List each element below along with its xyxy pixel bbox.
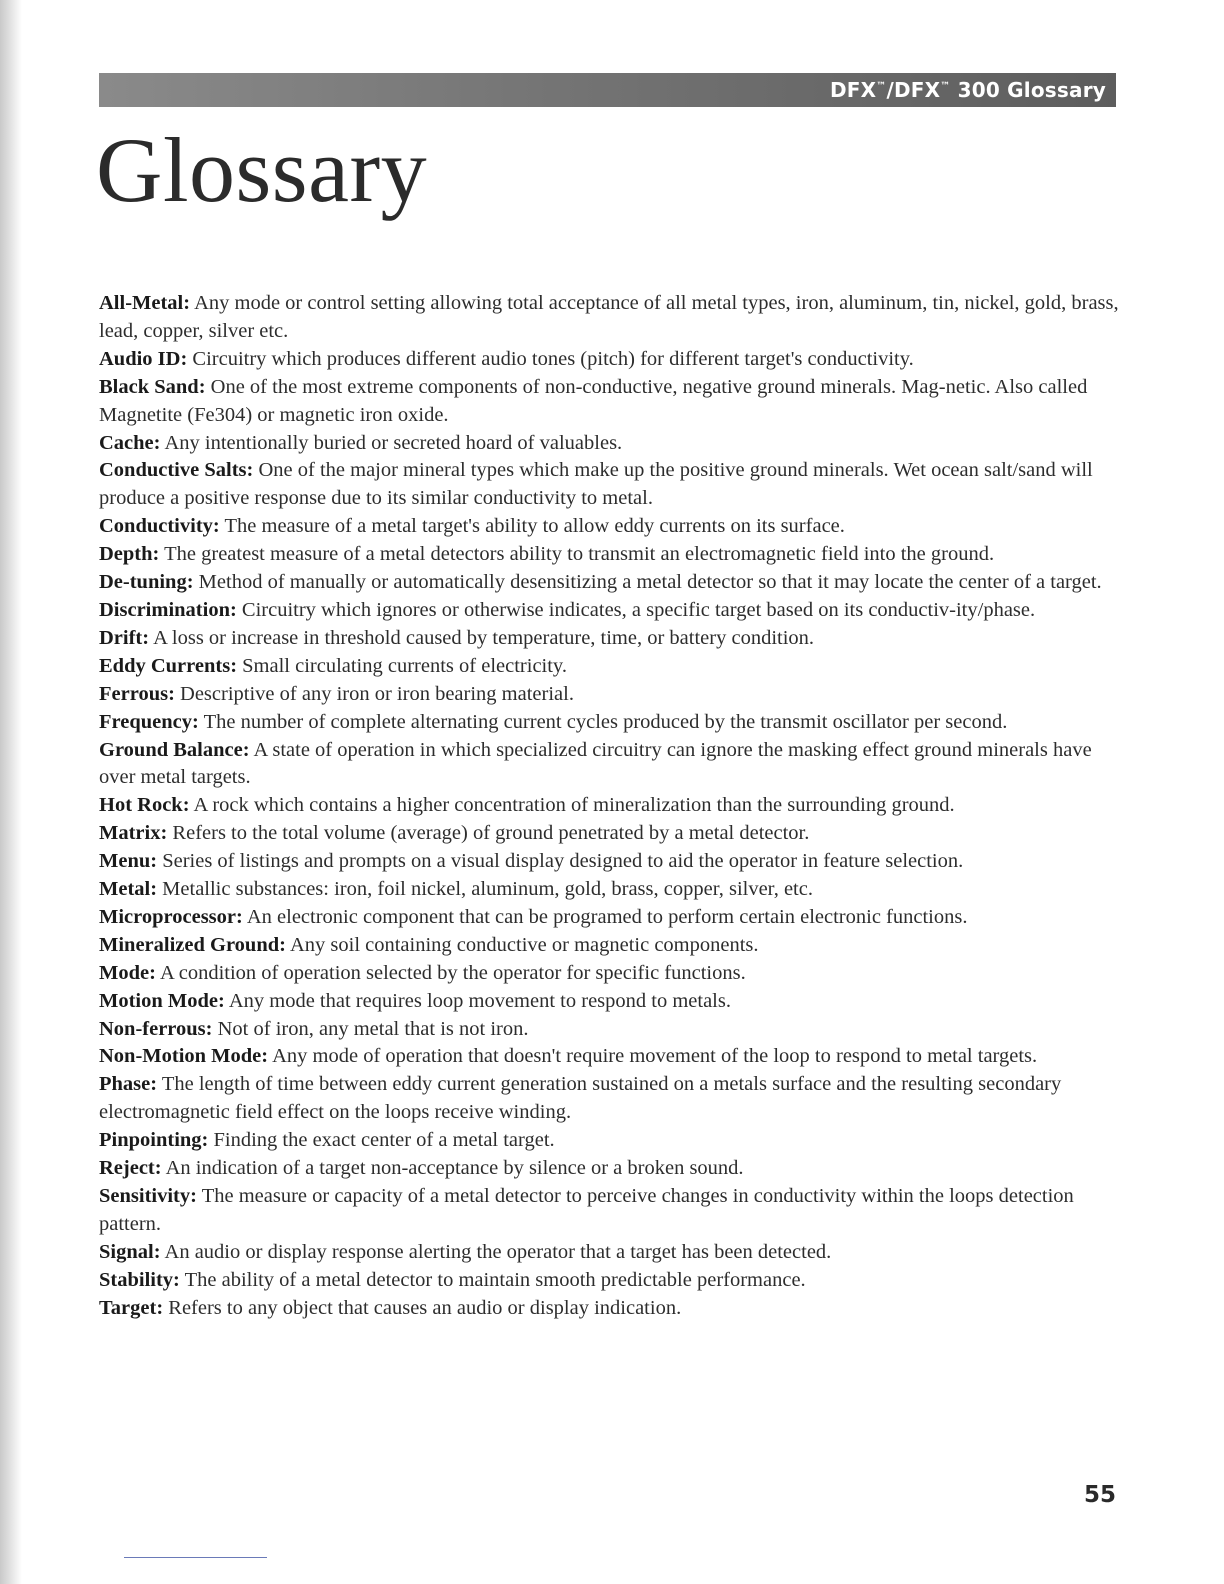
glossary-term: Hot Rock: [99,794,190,817]
glossary-term: Motion Mode: [99,989,225,1012]
glossary-entry [99,1267,1119,1295]
glossary-term: Ground Balance: [99,738,250,761]
page-spine-shadow [0,0,22,1584]
glossary-definition: An audio or display response alerting the operator that a target has been detected. [164,1240,832,1263]
glossary-term: Conductivity: [99,515,220,538]
glossary-definition: A rock which contains a higher concentration of mineralization than the surrounding ground. [193,794,955,817]
glossary-definition: Metallic substances: iron, foil nickel, aluminum, gold, brass, copper, silver, etc. [162,878,813,901]
glossary-term: Sensitivity: [99,1185,197,1207]
glossary-term: Pinpointing: [99,1129,209,1152]
header-brand-b: DFX [894,78,941,102]
glossary-entry [99,1127,1119,1155]
glossary-entry [99,625,1119,653]
trademark-mark: ™ [940,81,951,92]
glossary-entry [99,513,1119,541]
glossary-entry [99,597,1119,625]
glossary-definition: A state of operation in which specialized circuitry can ignore the masking effect ground minerals have over metal targets. [99,738,1092,789]
glossary-entry [99,1239,1119,1267]
page-title: Glossary [96,119,428,221]
glossary-definition: The number of complete alternating current cycles produced by the transmit oscillator per second. [203,710,1008,733]
glossary-definition: A loss or increase in threshold caused by temperature, time, or battery condition. [153,626,815,649]
glossary-term: Discrimination: [99,598,237,621]
glossary-definition: Any mode or control setting allowing total acceptance of all metal types, iron, aluminum, tin, nickel, gold, brass, lead, copper, silver etc. [99,292,1119,342]
glossary-term: Signal: [99,1240,161,1263]
glossary-definition: An electronic component that can be programed to perform certain electronic functions. [246,905,968,928]
glossary-entry [99,820,1119,848]
glossary-term: Stability: [99,1268,180,1291]
running-header-bar [99,73,1116,107]
glossary-term: Depth: [99,543,160,566]
glossary-definition: Small circulating currents of electricity. [242,654,567,677]
glossary-entry [99,709,1119,737]
glossary-entry [99,1295,1119,1323]
glossary-entry [99,681,1119,709]
glossary-term: De-tuning: [99,571,194,594]
glossary-term: Cache: [99,431,161,454]
glossary-definition: Series of listings and prompts on a visual display designed to aid the operator in feature selection. [162,850,964,873]
glossary-entry [99,848,1119,876]
header-separator: / [886,78,894,102]
glossary-term: Target: [99,1296,164,1319]
glossary-definition: Any soil containing conductive or magnetic components. [289,933,759,956]
glossary-term: Conductive Salts: [99,459,254,482]
glossary-definition: The measure or capacity of a metal detector to perceive changes in conductivity within the loops detection pattern. [99,1185,1074,1235]
running-header-title [830,78,1106,102]
glossary-term: Microprocessor: [99,905,243,928]
glossary-entry [99,346,1119,374]
glossary-term: Reject: [99,1157,162,1180]
glossary-entry [99,960,1119,988]
glossary-definition: The length of time between eddy current generation sustained on a metals surface and the resulting secondary electromagnetic field effect on the loops receive winding. [99,1073,1062,1124]
glossary-term: Mineralized Ground: [99,933,286,956]
glossary-entry [99,1043,1119,1071]
glossary-definition: An indication of a target non-acceptance by silence or a broken sound. [165,1157,744,1180]
glossary-definition: A condition of operation selected by the operator for specific functions. [159,961,746,984]
page-number: 55 [1083,1482,1116,1508]
glossary-entry [99,1016,1119,1044]
glossary-entry [99,737,1119,793]
glossary-entry [99,1155,1119,1183]
glossary-term: Audio ID: [99,347,188,370]
glossary-definition: One of the major mineral types which make up the positive ground minerals. Wet ocean salt/sand will produce a positive response due to its similar conductivity to metal. [99,459,1093,510]
glossary-term: All-Metal: [99,292,191,314]
glossary-definition: Descriptive of any iron or iron bearing material. [180,682,574,705]
header-brand-a: DFX [829,78,877,102]
glossary-definition: Circuitry which produces different audio tones (pitch) for different target's conductivity. [192,347,914,370]
glossary-term: Eddy Currents: [99,654,238,677]
trademark-mark: ™ [876,81,887,92]
glossary-definition: Any mode of operation that doesn't require movement of the loop to respond to metal targets. [272,1045,1038,1068]
glossary-entry [99,430,1119,458]
glossary-entry [99,374,1119,430]
glossary-entry [99,1071,1119,1127]
glossary-entry [99,932,1119,960]
header-suffix: 300 Glossary [950,78,1106,102]
glossary-definition: The greatest measure of a metal detectors ability to transmit an electromagnetic field into the ground. [164,543,995,566]
glossary-definition: The measure of a metal target's ability to allow eddy currents on its surface. [224,515,845,538]
glossary-entry [99,988,1119,1016]
glossary-term: Black Sand: [99,375,206,398]
glossary-entry [99,876,1119,904]
glossary-entry [99,904,1119,932]
glossary-entry [99,457,1119,513]
glossary-term: Matrix: [99,822,168,845]
footer-rule [124,1557,267,1558]
glossary-term: Metal: [99,878,158,901]
glossary-definition: Refers to any object that causes an audio or display indication. [168,1296,682,1319]
glossary-definition: One of the most extreme components of non-conductive, negative ground minerals. Mag-netic. Also called Magnetite (Fe304) or magnetic iron oxide. [99,375,1088,426]
glossary-term: Ferrous: [99,682,175,705]
glossary-term: Menu: [99,850,158,873]
glossary-definition: Any intentionally buried or secreted hoard of valuables. [164,431,623,454]
glossary-list [99,290,1119,1323]
glossary-entry [99,653,1119,681]
glossary-definition: Any mode that requires loop movement to respond to metals. [228,989,731,1012]
glossary-definition: Refers to the total volume (average) of ground penetrated by a metal detector. [172,822,810,845]
glossary-term: Phase: [99,1073,158,1096]
glossary-definition: Circuitry which ignores or otherwise indicates, a specific target based on its conductiv-ity/phase. [241,598,1036,621]
glossary-definition: Finding the exact center of a metal target. [213,1129,555,1152]
glossary-definition: Not of iron, any metal that is not iron. [217,1017,529,1040]
glossary-term: Non-ferrous: [99,1017,213,1040]
glossary-entry [99,569,1119,597]
glossary-entry [99,290,1119,346]
glossary-definition: Method of manually or automatically desensitizing a metal detector so that it may locate the center of a target. [198,571,1102,594]
glossary-definition: The ability of a metal detector to maintain smooth predictable performance. [184,1268,806,1291]
glossary-term: Non-Motion Mode: [99,1045,269,1068]
glossary-entry [99,1183,1119,1239]
glossary-term: Drift: [99,626,150,649]
glossary-entry [99,792,1119,820]
glossary-term: Mode: [99,961,156,984]
glossary-entry [99,541,1119,569]
glossary-term: Frequency: [99,710,199,733]
